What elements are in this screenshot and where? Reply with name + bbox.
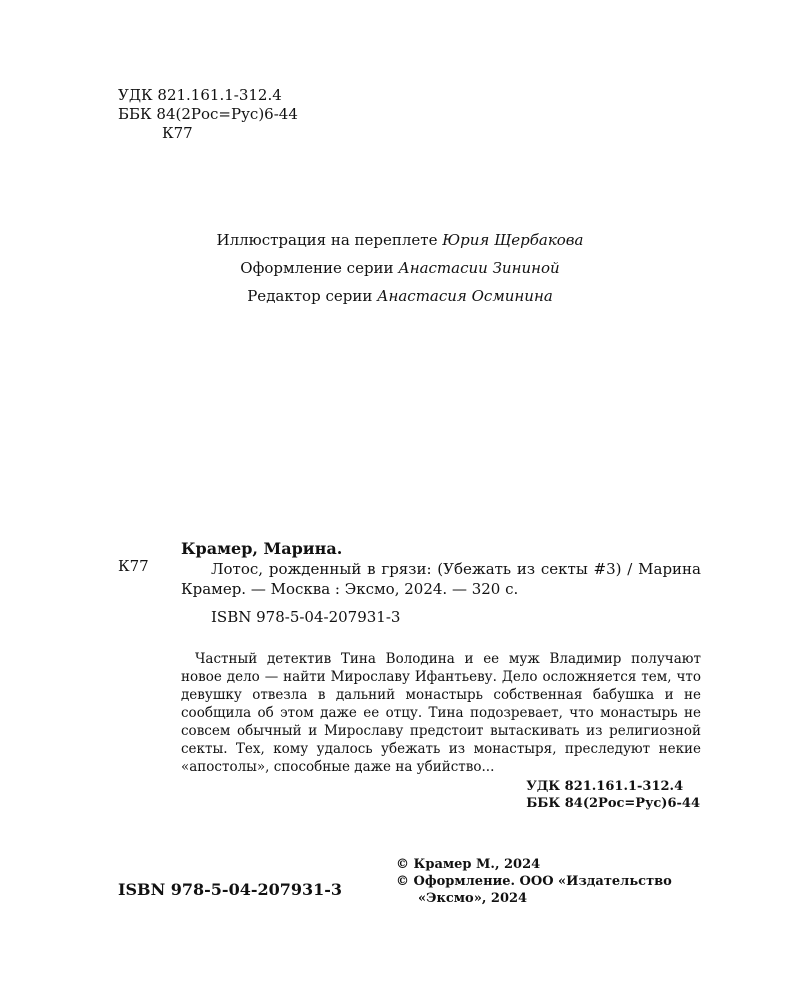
credit-name: Анастасии Зининой [398,259,560,277]
copyright-publisher: «Эксмо», 2024 [418,891,528,906]
isbn-bottom: ISBN 978-5-04-207931-3 [118,880,343,899]
entry-author: Крамер, Марина. [181,539,343,558]
author-mark: К77 [162,124,193,142]
credit-illustration [0,226,800,254]
credit-role: Оформление серии [240,259,394,277]
entry-author-mark: К77 [118,557,149,575]
bbk-code: ББК 84(2Рос=Рус)6-44 [118,105,298,123]
bibliographic-entry [181,539,701,627]
credit-role: Иллюстрация на переплете [216,231,438,249]
credit-series-design [0,254,800,282]
credits-block [0,226,800,310]
copyright-design: © Оформление. ООО «Издательство [396,874,672,889]
copyright-block [396,856,672,907]
copyright-author: © Крамер М., 2024 [396,857,541,872]
annotation-text: Частный детектив Тина Володина и ее муж Владимир получают новое дело — найти Мирославу Ифантьеву. Дело осложняется тем, что девушку отвезла в дальний монастырь собственная бабушка и не сообщила об этом даже ее отцу. Тина подозревает, что монастырь не совсем обычный и Мирославу предстоит вытаскивать из религиозной секты. Тех, кому удалось убежать из монастыря, преследуют некие «апостолы», способные даже на убийство... [181,651,701,775]
credit-role: Редактор серии [247,287,373,305]
udk-code: УДК 821.161.1-312.4 [118,86,282,104]
entry-title: Лотос, рожденный в грязи: (Убежать из секты #3) / Марина Крамер. — Москва : Эксмо, 2024. — 320 с. [181,560,701,598]
classification-bottom [526,778,700,812]
credit-name: Юрия Щербакова [442,231,584,249]
credit-series-editor [0,282,800,310]
udk-code-bottom: УДК 821.161.1-312.4 [526,779,684,794]
entry-isbn: ISBN 978-5-04-207931-3 [211,608,401,626]
bbk-code-bottom: ББК 84(2Рос=Рус)6-44 [526,796,700,811]
classification-block [118,86,298,143]
credit-name: Анастасия Осминина [377,287,553,305]
